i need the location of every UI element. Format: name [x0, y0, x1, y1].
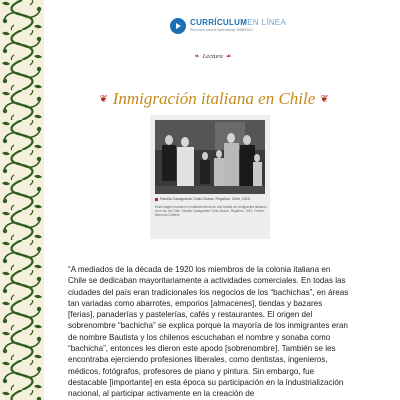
title-ornament-right-icon: ❦ — [320, 93, 329, 105]
site-logo[interactable] — [170, 18, 286, 34]
decorative-border — [0, 0, 44, 400]
photo-caption — [155, 197, 267, 218]
article-body: “A mediados de la década de 1920 los miembros de la colonia italiana en Chile se dedicaban mayoritariamente a actividades comerciales. En todas las ciudades del país eran tradicionales los negocios de los “bachichas”, en áreas tan variadas como abarrotes, emporios [almacenes], tiendas y bazares [ferias], panaderías y pastelerías, cafés y restaurantes. El origen del sobrenombre “bachicha” se explica porque la mayoría de los inmigrantes eran de nombre Bautista y los chilenos escuchaban el nombre y sonaba como “bachicha”, entonces les dieron este apodo [sobrenombre]. También se les encontraba ejerciendo profesiones liberales, como dentistas, ingenieros, médicos, fotógrafos, profesores de piano y pintura. Sin embargo, fue destacable [importante] en esta época su participación en la industrialización nacional, al participar activamente en la creación de — [68, 265, 349, 399]
article-title: Inmigración italiana en Chile — [112, 89, 316, 108]
section-label: ❧ Lectura ☙ — [194, 53, 232, 60]
caption-bullet-icon — [155, 198, 158, 201]
play-icon — [170, 18, 186, 34]
historical-family-photo — [155, 120, 265, 194]
vine-pattern-icon — [0, 0, 44, 400]
caption-note: Esta imagen muestra el establecimiento de una familia de inmigrantes italianos en el sur de Chile. Familia Casagrande Celso Bueso. Regalino, 1910. Fuente: Memoria Chilena. — [155, 204, 267, 218]
ornament-right-icon: ☙ — [225, 53, 232, 60]
photo-frame — [150, 115, 270, 239]
article-title-row — [99, 86, 329, 112]
title-ornament-left-icon: ❦ — [99, 93, 108, 105]
logo-title: CURRÍCULUMEN LÍNEA — [190, 18, 287, 28]
ornament-left-icon: ❧ — [194, 53, 200, 60]
caption-title: Familia Casagrande Celso Bueso. Regalino, Chile, 1910. — [160, 197, 251, 201]
logo-subtitle: Recursos para el Aprendizaje MINEDUC — [190, 28, 254, 33]
